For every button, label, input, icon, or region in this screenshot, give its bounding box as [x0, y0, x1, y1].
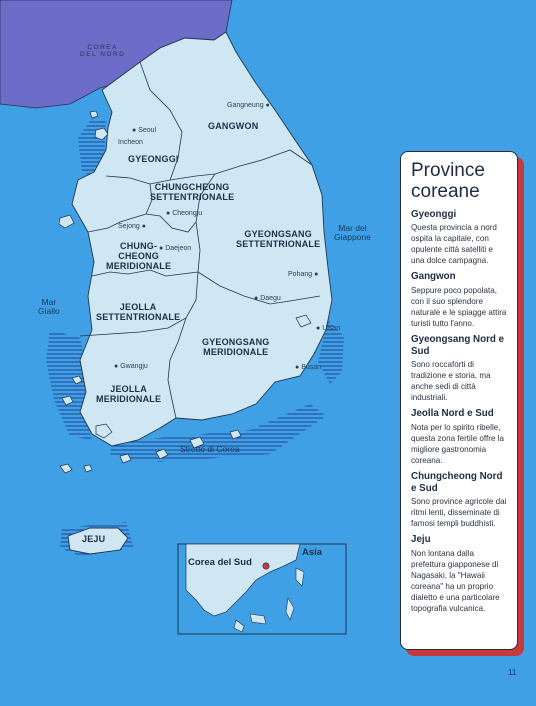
section-text: Questa provincia a nord ospita la capitale, con opulente città satelliti e una dolce campagna. — [411, 222, 497, 266]
section-text: Nota per lo spirito ribelle, questa zona fertile offre la migliore gastronomia coreana. — [411, 422, 504, 466]
section-heading: Gangwon — [411, 271, 456, 283]
section-text: Sono roccaforti di tradizione e storia, ma anche sedi di città industriali. — [411, 359, 491, 403]
strait-label: Stretto di Corea — [180, 444, 240, 454]
inset-korea-label: Corea del Sud — [188, 557, 252, 568]
panel-section-gangwon — [411, 271, 508, 329]
section-text: Sono province agricole dai ritmi lenti, disseminate di famosi templi buddhisti. — [411, 496, 507, 529]
province-gangwon: GANGWON — [208, 121, 259, 131]
province-gyeongsang-south: GYEONGSANG MERIDIONALE — [202, 337, 270, 357]
panel-section-jeju — [411, 534, 508, 614]
city-gangneung: Gangneung ● — [227, 102, 270, 109]
province-jeju: JEJU — [82, 534, 106, 544]
province-chungcheong-north: CHUNGCHEONG SETTENTRIONALE — [150, 182, 235, 202]
section-heading: Jeolla Nord e Sud — [411, 408, 494, 420]
city-busan: ● Busan — [295, 364, 322, 371]
inset-asia-label: Asia — [302, 547, 323, 558]
section-text: Non lontana dalla prefettura giapponese di Nagasaki, la "Hawaii coreana" ha un proprio dialetto e una particolare topografia vulcanica. — [411, 548, 500, 614]
panel-section-gyeonggi — [411, 209, 508, 267]
city-sejong: Sejong ● — [118, 223, 146, 230]
panel-section-gyeongsang — [411, 334, 508, 403]
sea-west-label: Mar Giallo — [38, 297, 60, 317]
inset-korea-marker — [263, 563, 269, 569]
province-chungcheong-south: CHUNG- CHEONG MERIDIONALE — [106, 241, 172, 271]
section-heading: Jeju — [411, 534, 431, 546]
city-daejeon: ● Daejeon — [159, 245, 192, 252]
sea-east-label: Mar del Giappone — [334, 223, 371, 243]
province-jeolla-north: JEOLLA SETTENTRIONALE — [96, 302, 181, 322]
province-jeolla-south: JEOLLA MERIDIONALE — [96, 384, 162, 404]
city-ulsan: ● Ulsan — [316, 325, 341, 332]
province-gyeongsang-north: GYEONGSANG SETTENTRIONALE — [236, 229, 321, 249]
section-heading: Gyeonggi — [411, 208, 457, 220]
section-heading: Gyeongsang Nord e Sud — [411, 334, 505, 357]
city-cheongju: ● Cheongju — [166, 210, 203, 217]
city-gwangju: ● Gwangju — [114, 363, 148, 370]
panel-section-chungcheong — [411, 471, 508, 529]
city-pohang: Pohang ● — [288, 271, 319, 278]
north-korea-label: COREA DEL NORD — [80, 44, 126, 59]
province-gyeonggi: GYEONGGI — [128, 154, 179, 164]
provinces-panel — [400, 151, 518, 650]
section-heading: Chungcheong Nord e Sud — [411, 471, 503, 494]
city-incheon: Incheon — [118, 139, 143, 146]
panel-section-jeolla — [411, 408, 508, 466]
panel-title: Province coreane — [411, 160, 485, 203]
city-seoul: ● Seoul — [132, 127, 157, 134]
page-number: 11 — [508, 668, 517, 677]
city-daegu: ● Daegu — [254, 295, 281, 302]
section-text: Seppure poco popolata, con il suo splendore naturale e le spiagge attira turisti tutto l'anno. — [411, 285, 507, 329]
